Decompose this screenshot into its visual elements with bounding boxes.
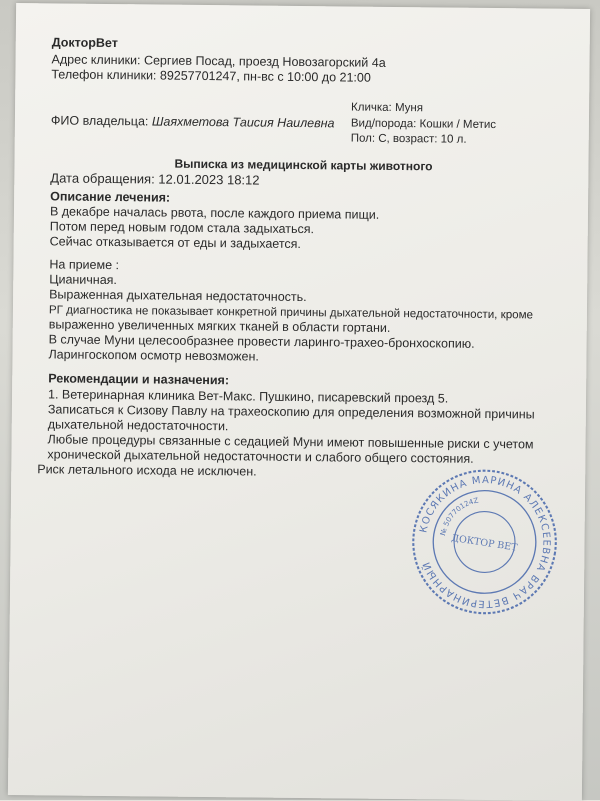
exam-line: Ларингоскопом осмотр невозможен. — [48, 347, 259, 364]
recommendation-line: 1. Ветеринарная клиника Вет-Макс. Пушкино, писаревский проезд 5. — [47, 387, 449, 406]
owner-label: ФИО владельца: — [50, 113, 149, 129]
clinic-name: ДокторВет — [51, 35, 118, 51]
medical-record-sheet — [8, 3, 590, 801]
recommendation-line: Записаться к Сизову Павлу на трахеоскопию для определения возможной причины — [47, 402, 535, 422]
visit-date: Дата обращения: 12.01.2023 18:12 — [50, 170, 260, 188]
exam-line: РГ диагностика не показывает конкретной причины дыхательной недостаточности, кроме — [48, 303, 534, 322]
owner-row — [51, 113, 335, 131]
exam-line: выраженно увеличенных мягких тканей в области гортани. — [48, 317, 391, 335]
stamp-inner-text: ДОКТОР ВЕТ — [450, 532, 519, 554]
clinic-address: Адрес клиники: Сергиев Посад, проезд Новозагорский 4а — [51, 52, 386, 70]
treatment-line: Сейчас отказывается от еды и задыхается. — [49, 234, 302, 252]
recommendation-line: Любые процедуры связанные с седацией Муни имеют повышенные риски с учетом — [47, 432, 534, 452]
recommendation-line: хронической дыхательной недостаточности и слабого общего состояния. — [47, 447, 474, 466]
treatment-line: Потом перед новым годом стала задыхаться. — [49, 219, 315, 237]
document-title: Выписка из медицинской карты животного — [174, 156, 433, 174]
owner-name: Шаяхметова Таисия Наилевна — [151, 114, 335, 131]
exam-line: На приеме : — [49, 257, 120, 273]
treatment-line: В декабре началась рвота, после каждого приема пищи. — [49, 204, 380, 222]
pet-sex-age: Пол: С, возраст: 10 л. — [350, 132, 467, 146]
clinic-phone: Телефон клиники: 89257701247, пн-вс с 10:00 до 21:00 — [51, 67, 371, 85]
stamp-outer-text: КОСЯКИНА МАРИНА АЛЕКСЕЕВНА ВРАЧ ВЕТЕРИНАРНЫЙ — [418, 474, 552, 609]
exam-line: Цианичная. — [49, 272, 118, 288]
pet-breed: Вид/порода: Кошки / Метис — [350, 117, 497, 132]
clinic-seal-stamp — [398, 455, 571, 628]
exam-line: В случае Муни целесообразнее провести ларинго-трахео-бронхоскопию. — [48, 332, 475, 351]
treatment-heading: Описание лечения: — [50, 189, 171, 205]
stamp-number: № 50770124Z — [438, 495, 480, 537]
pet-nickname: Кличка: Муня — [351, 101, 424, 115]
exam-line: Выраженная дыхательная недостаточность. — [49, 287, 307, 305]
recommendation-line: дыхательной недостаточности. — [47, 417, 229, 434]
recommendation-line: Риск летального исхода не исключен. — [37, 462, 257, 479]
recommendations-heading: Рекомендации и назначения: — [48, 371, 230, 388]
